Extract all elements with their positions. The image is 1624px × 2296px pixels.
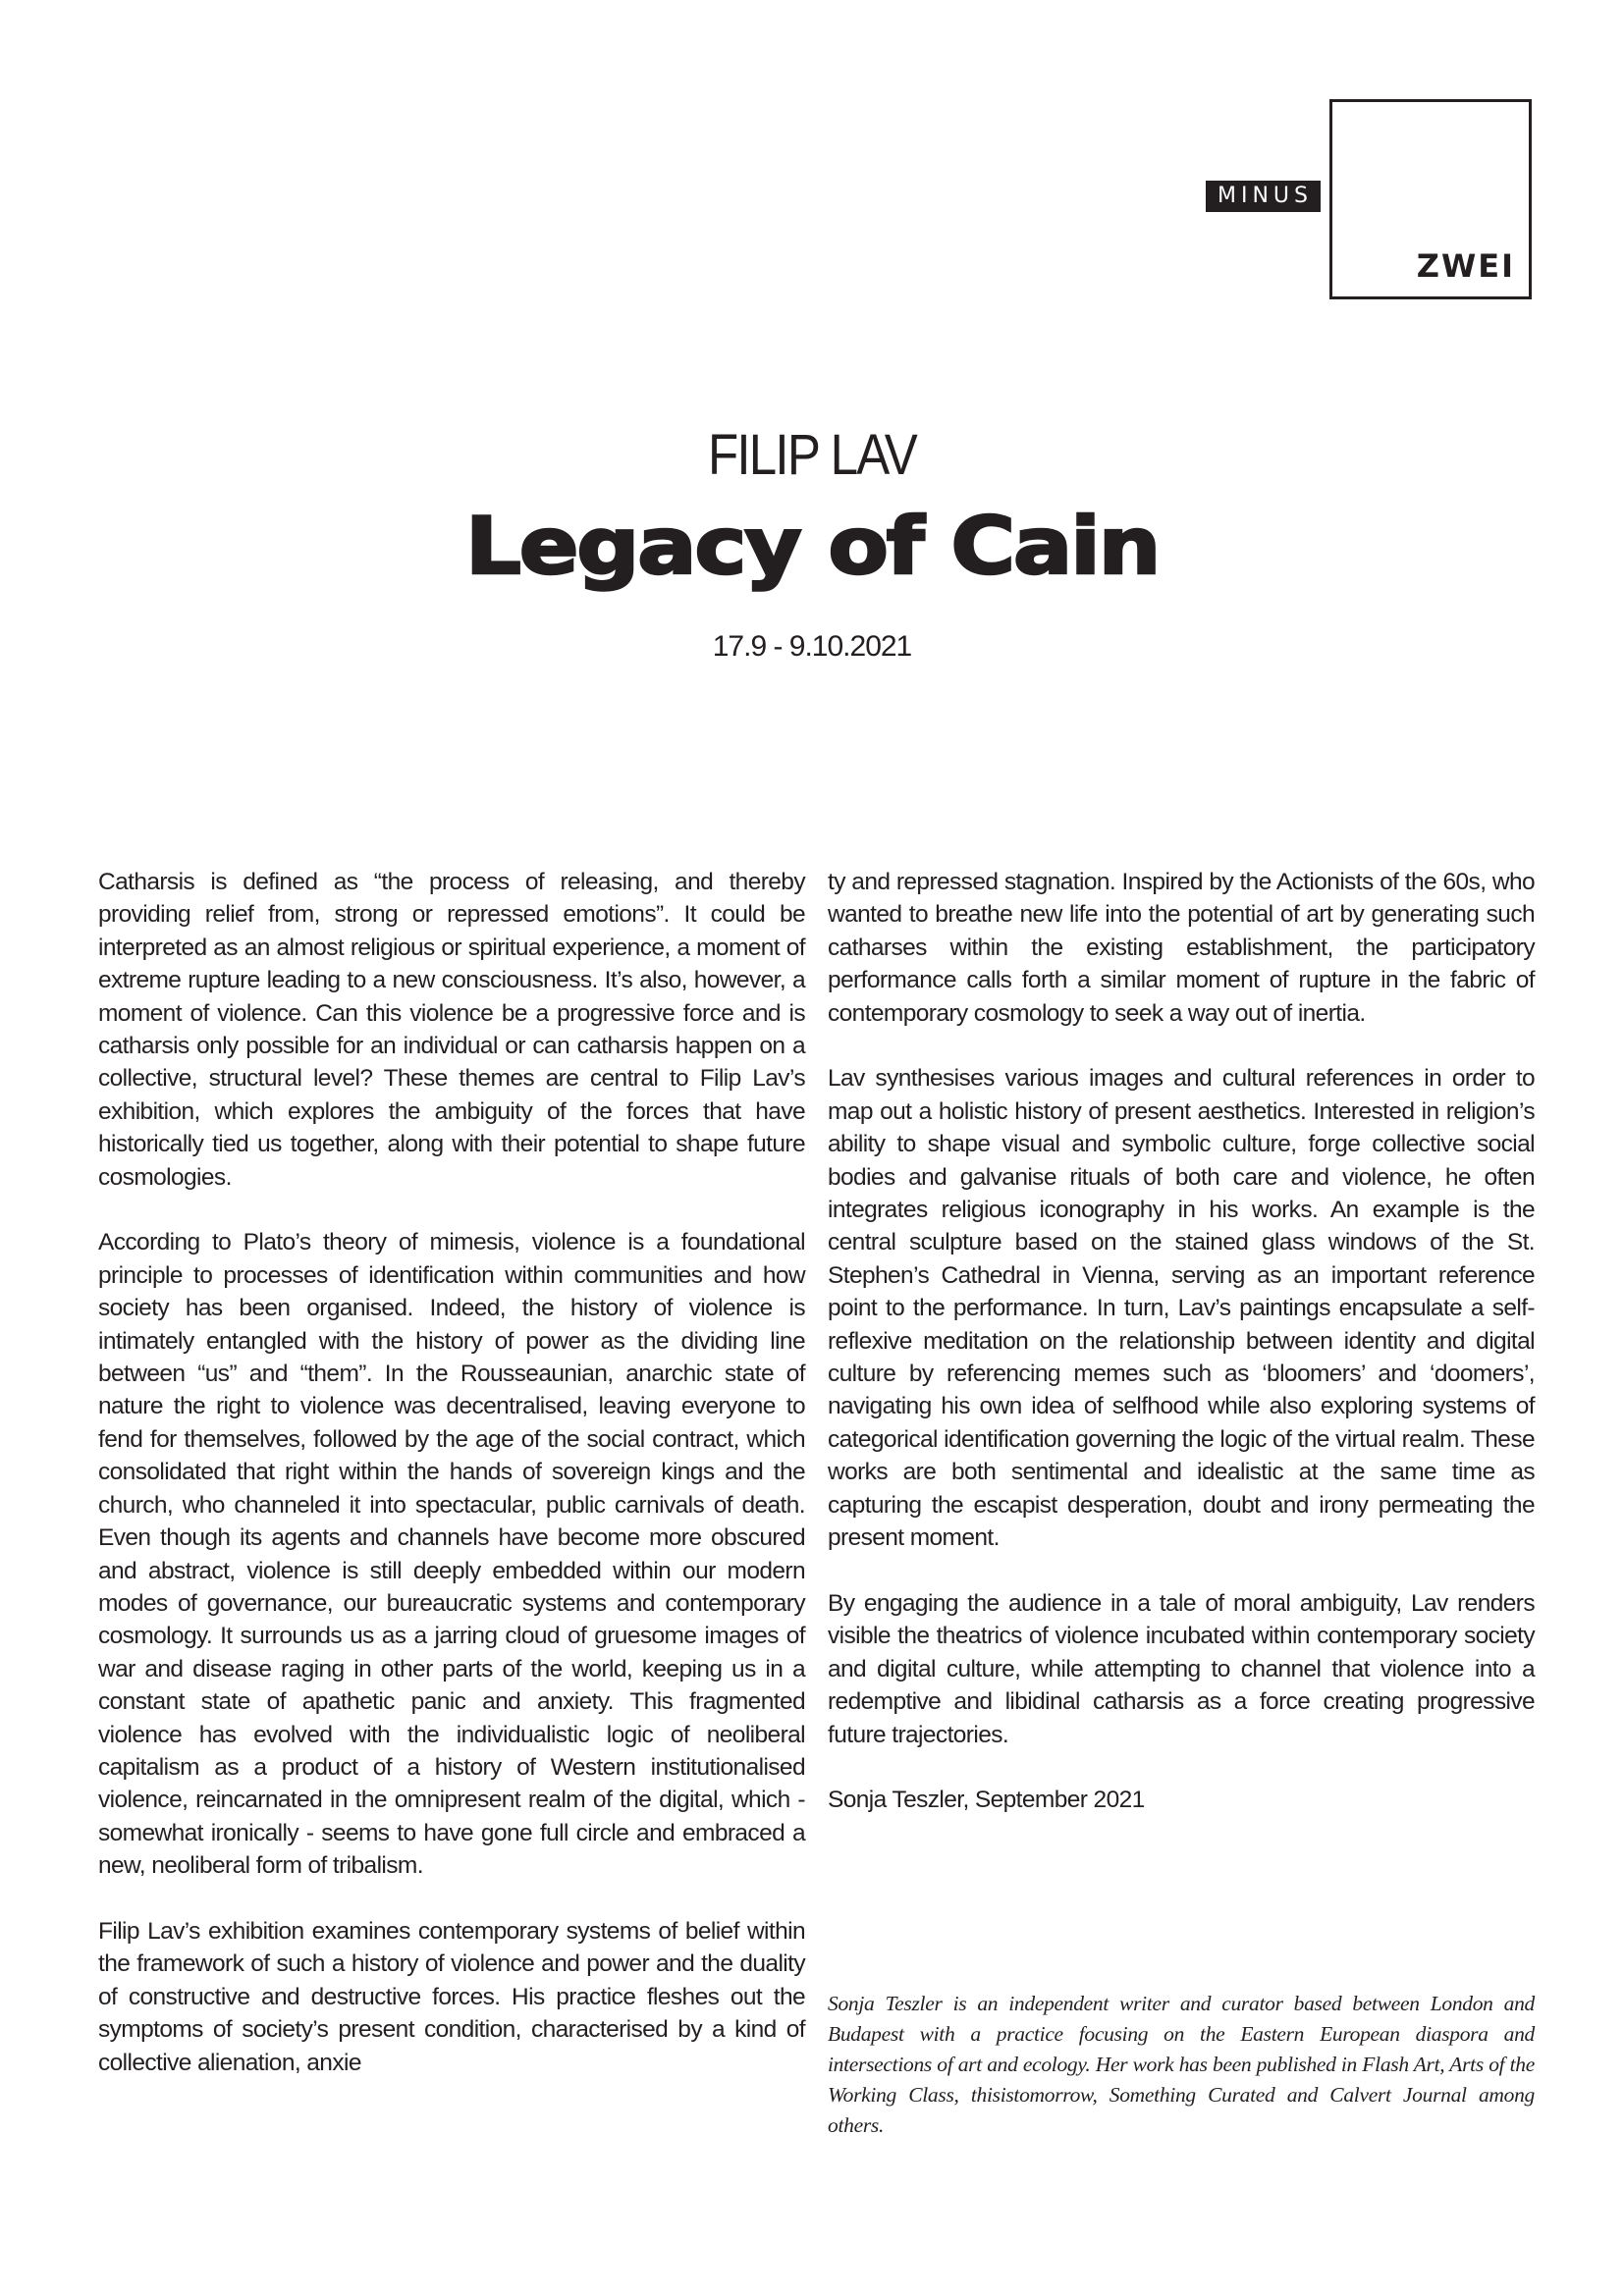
author-signature: Sonja Teszler, September 2021 <box>828 1787 1145 1814</box>
paragraph: Lav synthesises various images and cultural references in order to map out a holistic history of present aesthetics. Interested in religion’s ability to shape visual and symbolic culture, forge collective social bodies and galvanise rituals of both care and violence, he often integrates religious iconography in his works. An example is the central sculpture based on the stained glass windows of the St. Stephen’s Cathedral in Vienna, serving as an important reference point to the performance. In turn, Lav’s paintings encapsulate a self-reflexive meditation on the relationship between identity and digital culture by referencing memes such as ‘bloomers’ and ‘doomers’, navigating his own idea of selfhood while also exploring systems of categorical identification governing the logic of the virtual realm. These works are both sentimental and idealistic at the same time as capturing the escapist desperation, doubt and irony permeating the present moment. <box>828 1065 1535 1552</box>
artist-name: FILIP LAV <box>707 423 917 487</box>
paragraph: ty and repressed stagnation. Inspired by the Actionists of the 60s, who wanted to breathe new life into the potential of art by generating such catharses within the existing establishment, the participatory performance calls forth a similar moment of rupture in the fabric of contemporary cosmology to seek a way out of inertia. <box>828 869 1535 1027</box>
logo-zwei-label: ZWEI <box>1416 247 1515 285</box>
logo-box <box>1329 99 1532 299</box>
paragraph: Filip Lav’s exhibition examines contemporary systems of belief within the framework of such a history of violence and power and the duality of constructive and destructive forces. His practice fleshes out the symptoms of society’s present condition, characterised by a kind of collective alienation, anxie <box>98 1917 805 2076</box>
paragraph: Catharsis is defined as “the process of releasing, and thereby providing relief from, strong or repressed emotions”. It could be interpreted as an almost religious or spiritual experience, a moment of extreme rupture leading to a new consciousness. It’s also, however, a moment of violence. Can this violence be a progressive force and is catharsis only possible for an individual or can catharsis happen on a collective, structural level? These themes are central to Filip Lav’s exhibition, which explores the ambiguity of the forces that have historically tied us together, along with their potential to shape future cosmologies. <box>98 869 805 1191</box>
exhibition-title: Legacy of Cain <box>464 501 1160 592</box>
text-column-right <box>828 866 1535 1849</box>
paragraph: By engaging the audience in a tale of moral ambiguity, Lav renders visible the theatrics of violence incubated within contemporary society and digital culture, while attempting to channel that violence into a redemptive and libidinal catharsis as a force creating progressive future trajectories. <box>828 1589 1535 1748</box>
paragraph: According to Plato’s theory of mimesis, violence is a foundational principle to processes of identification within communities and how society has been organised. Indeed, the history of violence is intimately entangled with the history of power as the dividing line between “us” and “them”. In the Rousseaunian, anarchic state of nature the right to violence was decentralised, leaving everyone to fend for themselves, followed by the age of the social contract, which consolidated that right within the hands of sovereign kings and the church, who channeled it into spectacular, public carnivals of death. Even though its agents and channels have become more obscured and abstract, violence is still deeply embedded within our modern modes of governance, our bureaucratic systems and contemporary cosmology. It surrounds us as a jarring cloud of gruesome images of war and disease raging in other parts of the world, keeping us in a constant state of apathetic panic and anxiety. This fragmented violence has evolved with the individualistic logic of neoliberal capitalism as a product of a history of Western institutionalised violence, reincarnated in the omnipresent realm of the digital, which - somewhat ironically - seems to have gone full circle and embraced a new, neoliberal form of tribalism. <box>98 1229 805 1880</box>
exhibition-dates: 17.9 - 9.10.2021 <box>712 630 912 663</box>
logo-minus-label: MINUS <box>1206 181 1321 212</box>
text-column-left <box>98 866 805 2111</box>
author-bio: Sonja Teszler is an independent writer and curator based between London and Budapest with a practice focusing on the Eastern European diaspora and intersections of art and ecology. Her work has been published in Flash Art, Arts of the Working Class, thisistomorrow, Something Curated and Calvert Journal among others. <box>828 1992 1535 2137</box>
